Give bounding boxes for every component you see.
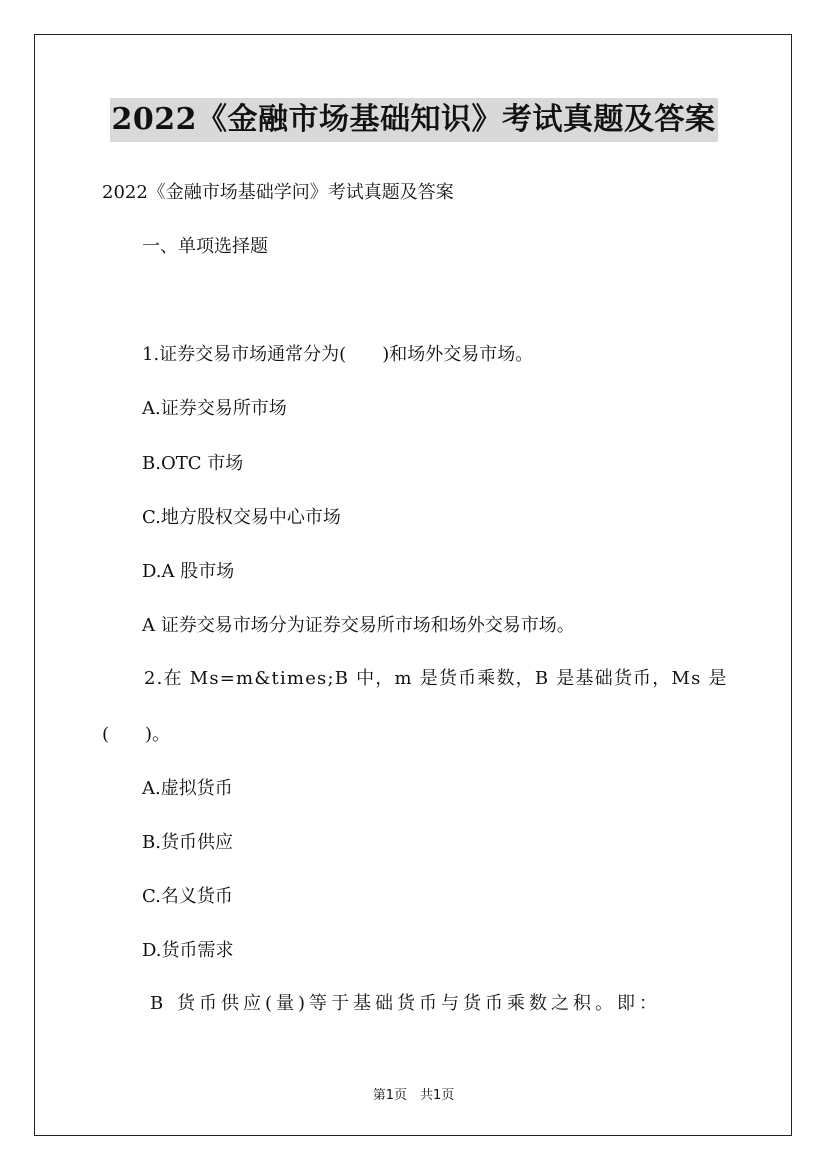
document-subtitle: 2022《金融市场基础学问》考试真题及答案: [102, 182, 454, 203]
q2-question-line1: 2.在 Ms=m&times;B 中，m 是货币乘数，B 是基础货币，Ms 是: [144, 668, 728, 689]
q2-option-c: C.名义货币: [142, 886, 233, 907]
document-title-wrapper: [0, 98, 827, 142]
q2-option-b: B.货币供应: [142, 832, 233, 853]
q1-answer: A 证券交易市场分为证券交易所市场和场外交易市场。: [142, 615, 575, 636]
q2-option-d: D.货币需求: [142, 940, 234, 961]
q2-question-line2: ( )。: [102, 724, 171, 745]
q1-option-c: C.地方股权交易中心市场: [142, 507, 341, 528]
document-title: 2022《金融市场基础知识》考试真题及答案: [110, 98, 718, 142]
page-footer: 第1页 共1页: [372, 1088, 455, 1103]
q1-option-d: D.A 股市场: [142, 561, 235, 582]
q2-answer: B 货币供应(量)等于基础货币与货币乘数之积。即：: [150, 993, 661, 1014]
q1-question: 1.证券交易市场通常分为( )和场外交易市场。: [142, 344, 534, 365]
section-heading: 一、单项选择题: [142, 236, 268, 257]
q2-option-a: A.虚拟货币: [142, 778, 233, 799]
q1-option-b: B.OTC 市场: [142, 453, 244, 474]
q1-option-a: A.证券交易所市场: [142, 398, 287, 419]
